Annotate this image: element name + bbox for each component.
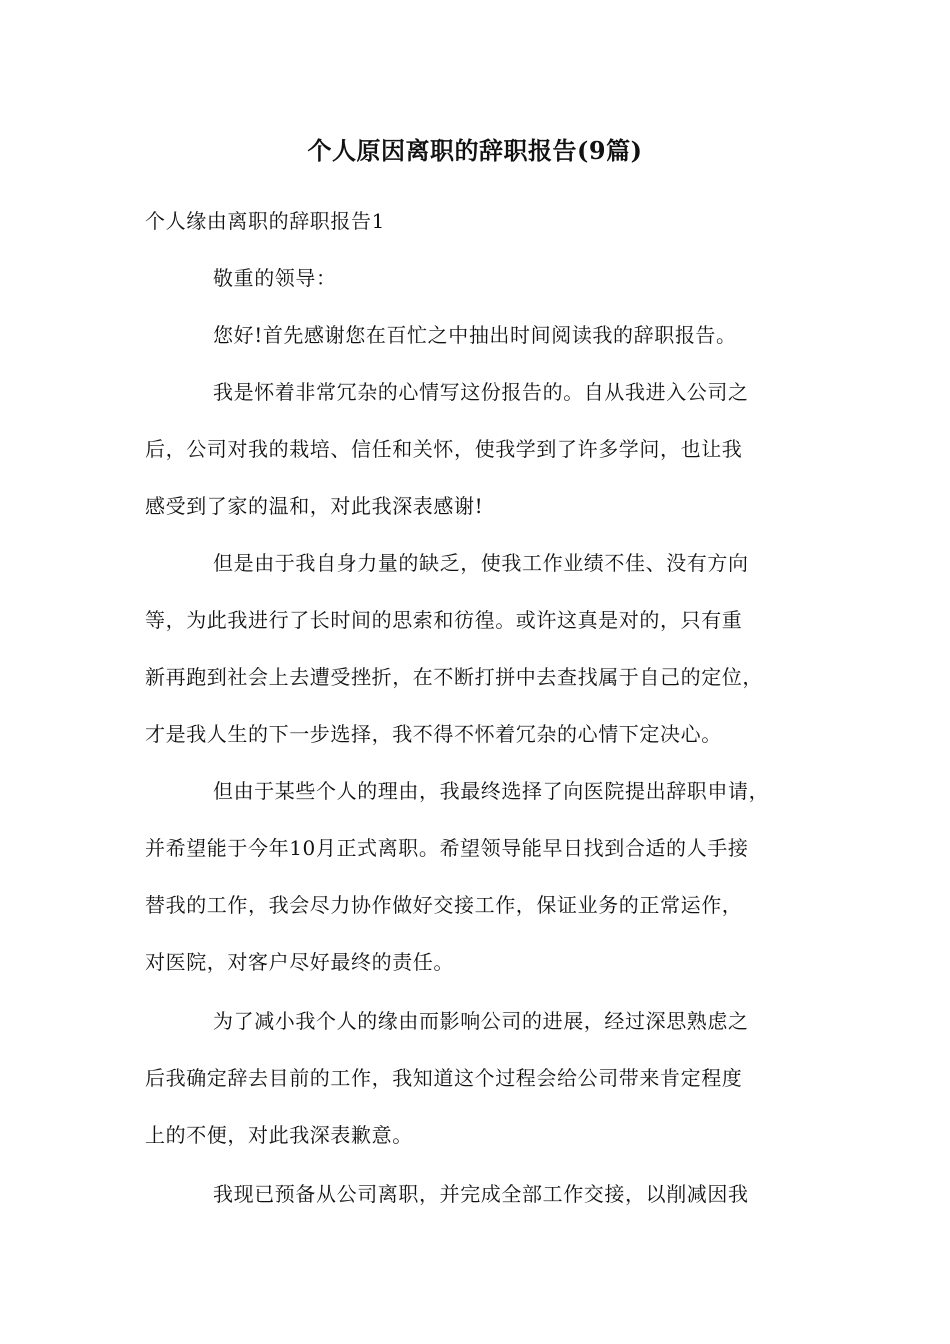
- paragraph-line: 上的不便，对此我深表歉意。: [145, 1123, 413, 1147]
- paragraph-line: 后我确定辞去目前的工作，我知道这个过程会给公司带来肯定程度: [145, 1066, 743, 1090]
- paragraph-line: 才是我人生的下一步选择，我不得不怀着冗杂的心情下定决心。: [145, 722, 722, 746]
- paragraph-line: 您好!首先感谢您在百忙之中抽出时间阅读我的辞职报告。: [213, 323, 737, 347]
- section-heading: 个人缘由离职的辞职报告1: [145, 209, 385, 233]
- document-title: 个人原因离职的辞职报告(9篇): [307, 136, 643, 165]
- salutation: 敬重的领导：: [213, 266, 337, 290]
- paragraph-line: 替我的工作，我会尽力协作做好交接工作，保证业务的正常运作，: [145, 893, 743, 917]
- paragraph-line: 等，为此我进行了长时间的思索和彷徨。或许这真是对的，只有重: [145, 608, 743, 632]
- paragraph-line: 为了减小我个人的缘由而影响公司的进展，经过深思熟虑之: [213, 1009, 749, 1033]
- paragraph-line: 但由于某些个人的理由，我最终选择了向医院提出辞职申请，: [213, 779, 770, 803]
- paragraph-line: 并希望能于今年10月正式离职。希望领导能早日找到合适的人手接: [145, 836, 749, 860]
- paragraph-line: 对医院，对客户尽好最终的责任。: [145, 950, 454, 974]
- paragraph-line: 后，公司对我的栽培、信任和关怀，使我学到了许多学问，也让我: [145, 437, 743, 461]
- paragraph-line: 新再跑到社会上去遭受挫折，在不断打拼中去查找属于自己的定位，: [145, 665, 763, 689]
- paragraph-line: 我现已预备从公司离职，并完成全部工作交接，以削减因我: [213, 1182, 749, 1206]
- paragraph-line: 感受到了家的温和，对此我深表感谢!: [145, 494, 484, 518]
- paragraph-line: 但是由于我自身力量的缺乏，使我工作业绩不佳、没有方向: [213, 551, 749, 575]
- paragraph-line: 我是怀着非常冗杂的心情写这份报告的。自从我进入公司之: [213, 380, 749, 404]
